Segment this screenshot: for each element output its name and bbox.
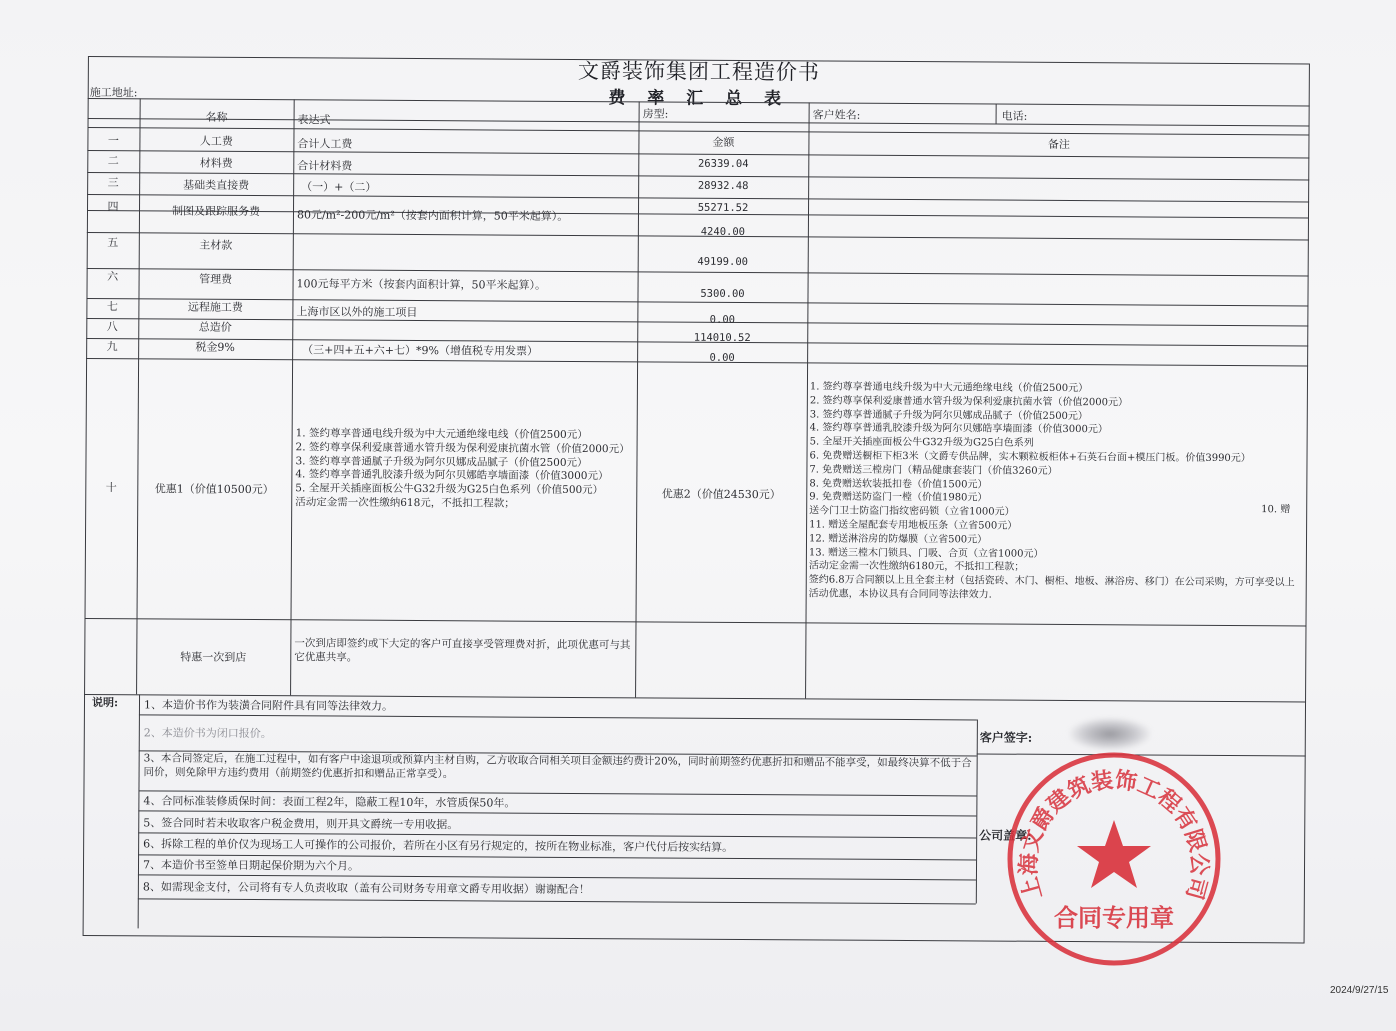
notes-label: 说明: — [91, 696, 119, 710]
header-remark: 备注 — [1047, 137, 1070, 151]
row-name: 总造价 — [198, 320, 232, 334]
row-number: 九 — [106, 340, 118, 354]
note-item: 5、签合同时若未收取客户税金费用，则开具文爵统一专用收据。 — [143, 816, 459, 832]
promo1-details: 1. 签约尊享普通电线升级为中大元通绝缘电线（价值2500元） 2. 签约尊享保利爱康普通水管升级为保利爱康抗菌水管（价值2000元） 3. 签约尊享普通腻子升级为阿尔贝娜成品腻子（价值2500元） 4. 签约尊享普通乳胶漆升级为阿尔贝娜皓享墙面漆（价值3000元） 5. 全屋开关插座面板公牛G32升级为G25白色系列（价值500元） 活动定金需一次性缴纳618元，不抵扣工程款； — [295, 427, 630, 510]
note-item: 2、本造价书为闭口报价。 — [143, 726, 272, 741]
promo2-name: 优惠2（价值24530元） — [661, 487, 781, 502]
row-expression: 上海市区以外的施工项目 — [296, 305, 418, 320]
row-name: 主材款 — [199, 238, 233, 252]
promo2-details: 1. 签约尊享普通电线升级为中大元通绝缘电线（价值2500元） 2. 签约尊享保利爱康普通水管升级为保利爱康抗菌水管（价值2000元） 3. 签约尊享普通腻子升级为阿尔贝娜成品腻子（价值2500元） 4. 签约尊享普通乳胶漆升级为阿尔贝娜皓享墙面漆（价值3000元） 5. 全屋开关插座面板公牛G32升级为G25白色系列 6. 免费赠送橱柜下柜3米（文爵专供品牌，实木颗粒板柜体+石英石台面+模压门板。价值3990元） 7. 免费赠送三樘房门（精品健康套装门（价值3260元） 8. 免费赠送软装抵扣卷（价值1500元） 9. 免费赠送防盗门一樘（价值1980元） 送今门卫士防盗门指纹密码锁（立省1000元） 11. 赠送全屋配套专用地板压条（立省500元） 12. 赠送淋浴房的防爆膜（立省500元） 13. 赠送三樘木门锁具、门吸、合页（立省1000元） 活动定金需一次性缴纳6180元，不抵扣工程款； 签约6.8万合同额以上且全套主材（包括瓷砖、木门、橱柜、地板、淋浴房、移门）在公司采购，方可享受以上活动优惠，本协议具有合同同等法律效力. — [808, 381, 1295, 601]
row-expression: （三+四+五+六+七）*9%（增值税专用发票） — [302, 343, 539, 358]
row-amount: 114010.52 — [693, 331, 751, 345]
header-name: 名称 — [205, 110, 228, 124]
note-item: 1、本造价书作为装潢合同附件具有同等法律效力。 — [143, 698, 394, 713]
phone-label: 电话: — [1001, 109, 1028, 123]
note-item: 7、本造价书至签单日期起保价期为六个月。 — [142, 858, 360, 873]
note-item: 8、如需现金支付，公司将有专人负责收取（盖有公司财务专用章文爵专用收据）谢谢配合！ — [142, 880, 590, 897]
row-number: 二 — [107, 154, 119, 168]
row-name: 税金9% — [195, 340, 235, 354]
header-amount: 金额 — [712, 135, 735, 149]
row-name: 人工费 — [199, 134, 233, 148]
row-amount: 4240.00 — [700, 225, 746, 239]
customer-name-label: 客户姓名: — [812, 108, 861, 122]
house-type-label: 房型: — [642, 107, 669, 121]
row-number: 四 — [107, 200, 119, 214]
row-number: 六 — [107, 270, 119, 284]
promo2-item-10: 10. 赠 — [1261, 504, 1291, 516]
document-title: 文爵装饰集团工程造价书 — [577, 58, 820, 85]
row-expression: 合计材料费 — [297, 159, 353, 173]
row-amount: 0.00 — [709, 351, 735, 364]
stamp-star-icon — [1077, 820, 1151, 888]
row-amount: 55271.52 — [697, 201, 749, 215]
row-number: 三 — [107, 176, 119, 190]
company-seal-stamp — [1003, 748, 1225, 970]
row-expression: 80元/m²-200元/m²（按套内面积计算，50平米起算）。 — [296, 208, 569, 223]
company-seal-label: 公司盖章: — [979, 828, 1032, 843]
row-name: 制图及跟踪服务费 — [171, 204, 261, 219]
row-name: 远程施工费 — [187, 300, 243, 314]
row-amount: 5300.00 — [700, 287, 745, 301]
note-item: 3、本合同签定后，在施工过程中，如有客户中途退项或预算内主材自购，乙方收取合同相关项目金额违约费计20%，同时前期签约优惠折扣和赠品不能享受，如最终决算不低于合同价，则免除甲方违约费用（前期签约优惠折扣和赠品正常享受）。 — [143, 752, 972, 781]
signature-blur — [1070, 718, 1150, 750]
document-subtitle: 费 率 汇 总 表 — [608, 88, 790, 110]
row-number: 八 — [106, 320, 118, 334]
customer-sign-label: 客户签字: — [979, 730, 1033, 745]
row-amount: 26339.04 — [697, 157, 749, 171]
row-name: 材料费 — [199, 156, 233, 170]
row-expression: （一）+（二） — [301, 180, 377, 194]
special-text: 一次到店即签约或下大定的客户可直接享受管理费对折，此项优惠可与其它优惠共享。 — [294, 637, 631, 664]
row-number: 十 — [105, 481, 117, 495]
row-expression: 合计人工费 — [297, 137, 353, 151]
stamp-center-text: 合同专用章 — [1054, 904, 1174, 932]
note-item: 6、拆除工程的单价仅为现场工人可操作的公司报价，若所在小区有另行规定的，按所在物业标准，客户代付后按实结算。 — [143, 837, 734, 854]
row-name: 管理费 — [199, 272, 233, 286]
row-number: 五 — [107, 236, 119, 250]
promo1-name: 优惠1（价值10500元） — [154, 482, 274, 497]
row-number: 七 — [106, 300, 118, 314]
row-name: 基础类直接费 — [183, 178, 250, 192]
row-amount: 49199.00 — [697, 255, 749, 269]
stamp-ring-text: 上海文爵建筑装饰工程有限公司 — [1016, 768, 1212, 902]
row-number: 一 — [107, 134, 119, 148]
row-expression: 100元每平方米（按套内面积计算，50平米起算）。 — [296, 277, 547, 292]
row-amount: 28932.48 — [697, 179, 749, 193]
note-item: 4、合同标准装修质保时间：表面工程2年，隐蔽工程10年，水管质保50年。 — [143, 794, 516, 810]
address-label: 施工地址: — [89, 86, 138, 100]
header-expression: 表达式 — [297, 113, 331, 127]
capture-date: 2024/9/27/15 — [1330, 985, 1389, 996]
special-name: 特惠一次到店 — [180, 650, 247, 664]
row-amount: 0.00 — [709, 313, 736, 326]
